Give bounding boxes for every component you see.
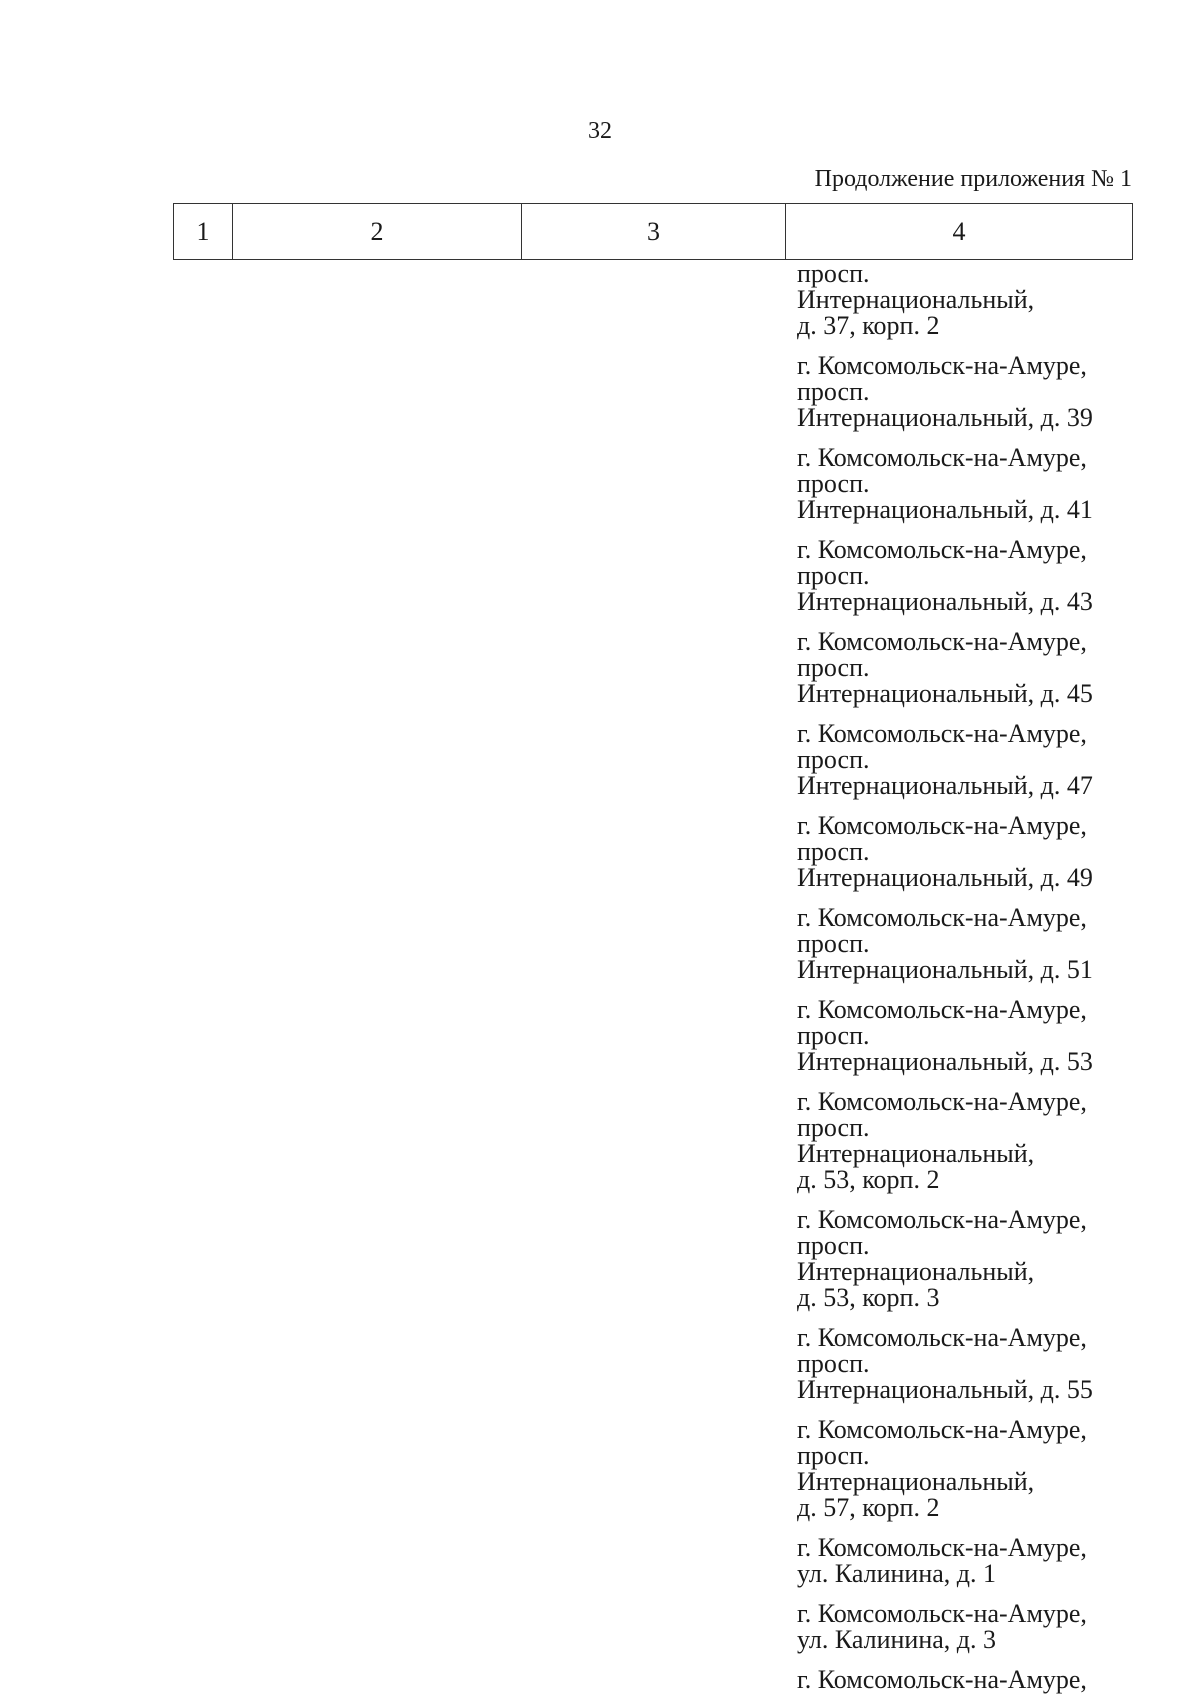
- address-entry: г. Комсомольск-на-Амуре, просп. Интернациональный, д. 49: [797, 811, 1093, 892]
- address-entry: просп. Интернациональный, д. 37, корп. 2: [797, 259, 1035, 340]
- address-entry: г. Комсомольск-на-Амуре, просп. Интернациональный, д. 57, корп. 2: [797, 1415, 1087, 1522]
- column-header-4: 4: [952, 216, 966, 246]
- address-list: [797, 261, 1137, 1707]
- page-number: 32: [588, 118, 612, 144]
- address-entry: г. Комсомольск-на-Амуре, просп. Интернациональный, д. 55: [797, 1323, 1093, 1404]
- address-entry: г. Комсомольск-на-Амуре, ул. Калинина, д. 1: [797, 1533, 1087, 1588]
- table-header-row: [173, 203, 1133, 260]
- address-entry: г. Комсомольск-на-Амуре, просп. Интернациональный, д. 39: [797, 351, 1093, 432]
- address-entry: г. Комсомольск-на-Амуре, просп. Интернациональный, д. 51: [797, 903, 1093, 984]
- address-entry: г. Комсомольск-на-Амуре, просп. Интернациональный, д. 53, корп. 3: [797, 1205, 1087, 1312]
- address-entry: г. Комсомольск-на-Амуре, просп. Интернациональный, д. 45: [797, 627, 1093, 708]
- address-entry: г. Комсомольск-на-Амуре, просп. Интернациональный, д. 41: [797, 443, 1093, 524]
- address-entry: г. Комсомольск-на-Амуре, просп. Интернациональный, д. 53: [797, 995, 1093, 1076]
- address-entry: г. Комсомольск-на-Амуре, просп. Интернациональный, д. 43: [797, 535, 1093, 616]
- continuation-label: Продолжение приложения № 1: [814, 166, 1132, 192]
- column-header-1: 1: [174, 204, 233, 259]
- address-entry: г. Комсомольск-на-Амуре,: [797, 1665, 1087, 1694]
- column-header-2: 2: [233, 204, 522, 259]
- column-header-3: 3: [522, 204, 786, 259]
- address-entry: г. Комсомольск-на-Амуре, просп. Интернациональный, д. 53, корп. 2: [797, 1087, 1087, 1194]
- address-entry: г. Комсомольск-на-Амуре, ул. Калинина, д. 3: [797, 1599, 1087, 1654]
- address-entry: г. Комсомольск-на-Амуре, просп. Интернациональный, д. 47: [797, 719, 1093, 800]
